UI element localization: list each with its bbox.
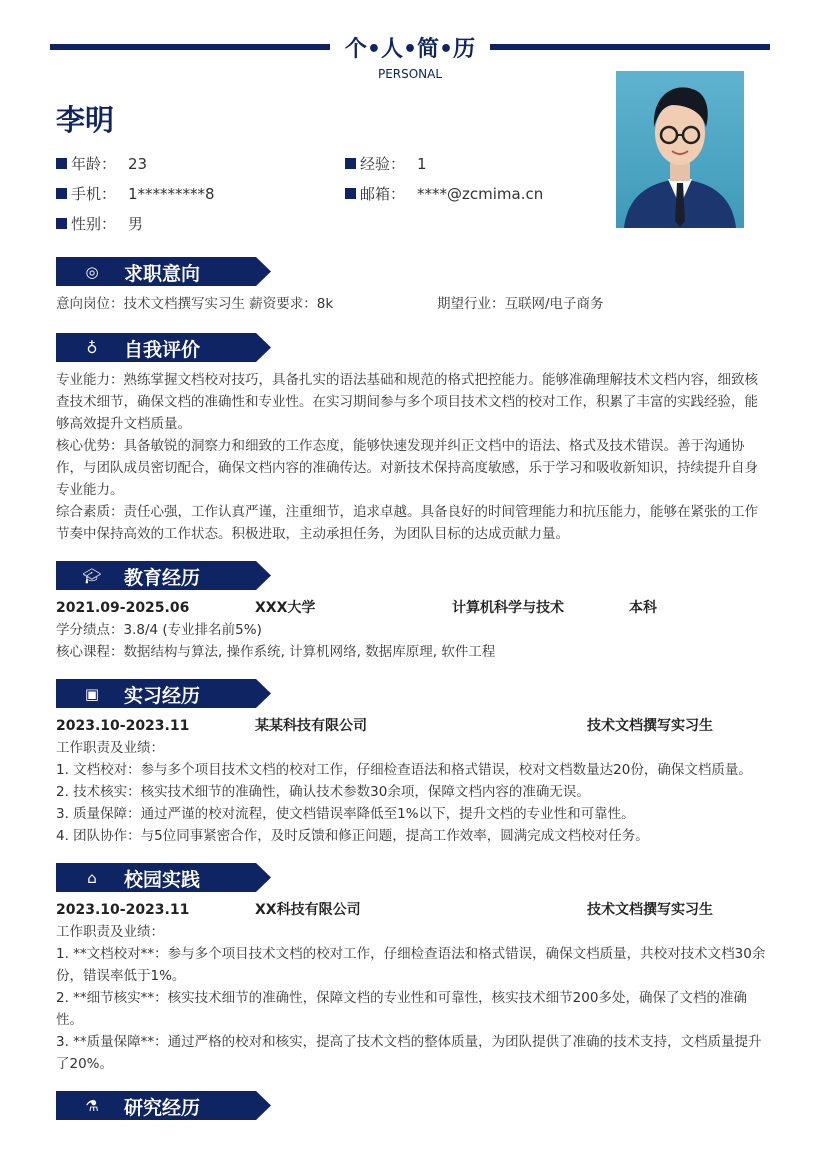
bulb-icon: ♁ (86, 339, 98, 357)
section-header-education (56, 561, 271, 590)
info-experience (345, 153, 427, 174)
info-value: 男 (128, 215, 144, 233)
bullet-square-icon (345, 188, 356, 199)
section-title: 自我评价 (124, 339, 201, 361)
graduation-cap-icon: 🎓︎ (82, 567, 102, 585)
intent-industry: 期望行业：互联网/电子商务 (437, 296, 604, 312)
info-label: 年龄： (71, 155, 117, 173)
intern-role: 技术文档撰写实习生 (587, 718, 713, 734)
page-subtitle: PERSONAL (377, 67, 443, 81)
candidate-name: 李明 (56, 103, 115, 137)
info-phone (56, 183, 215, 204)
campus-company: XX科技有限公司 (255, 902, 361, 918)
info-label: 手机： (71, 185, 117, 203)
intent-row (56, 293, 766, 315)
section-header-internship (56, 679, 271, 708)
info-age (56, 153, 147, 174)
campus-line: 工作职责及业绩： (56, 924, 164, 940)
intern-line: 2. 技术核实：核实技术细节的准确性，确认技术参数30余项，保障文档内容的准确无误。 (56, 784, 590, 800)
info-label: 经验： (360, 155, 406, 173)
profile-photo (616, 71, 744, 228)
campus-line: 3. **质量保障**：通过严格的校对和核实，提高了技术文档的整体质量，为团队提供了准确的技术支持，文档质量提升了20%。 (56, 1034, 762, 1072)
section-header-intent (56, 257, 271, 286)
edu-detail: 学分绩点：3.8/4 (专业排名前5%) (56, 622, 262, 638)
intern-company: 某某科技有限公司 (255, 718, 367, 734)
intent-position-salary: 意向岗位：技术文档撰写实习生 薪资要求：8k (56, 296, 334, 312)
section-title: 实习经历 (124, 685, 201, 707)
info-label: 性别： (71, 215, 117, 233)
info-value: 1 (417, 154, 427, 173)
campus-role: 技术文档撰写实习生 (587, 902, 713, 918)
flask-icon: ⚗ (85, 1097, 99, 1115)
bullet-square-icon (56, 218, 67, 229)
self-eval-paragraph: 综合素质：责任心强，工作认真严谨，注重细节，追求卓越。具备良好的时间管理能力和抗压能力，能够在紧张的工作节奏中保持高效的工作状态。积极进取，主动承担任务，为团队目标的达成贡献力量。 (56, 504, 758, 542)
briefcase-icon: ▣ (84, 685, 100, 703)
campus-row (56, 899, 766, 921)
campus-date: 2023.10-2023.11 (56, 902, 190, 918)
education-row (56, 597, 766, 619)
info-value: ****@zcmima.cn (417, 184, 544, 203)
section-header-self (56, 333, 271, 362)
info-email (345, 183, 543, 204)
resume-content (56, 257, 766, 1127)
page-title: 个•人•简•历 (344, 37, 476, 62)
edu-major: 计算机科学与技术 (452, 600, 564, 616)
section-title: 教育经历 (124, 567, 201, 589)
section-header-campus (56, 863, 271, 892)
intern-date: 2023.10-2023.11 (56, 718, 190, 734)
bullet-square-icon (56, 188, 67, 199)
self-eval-paragraph: 专业能力：熟练掌握文档校对技巧，具备扎实的语法基础和规范的格式把控能力。能够准确理解技术文档内容，细致核查技术细节，确保文档的准确性和专业性。在实习期间参与多个项目技术文档的校对工作，积累了丰富的实践经验，能够高效提升文档质量。 (56, 372, 758, 432)
campus-line: 1. **文档校对**：参与多个项目技术文档的校对工作，仔细检查语法和格式错误，确保文档质量，共校对技术文档30余份，错误率低于1%。 (56, 946, 766, 984)
target-icon: ◎ (85, 263, 99, 281)
intern-line: 4. 团队协作：与5位同事紧密合作，及时反馈和修正问题，提高工作效率，圆满完成文档校对任务。 (56, 828, 649, 844)
bullet-square-icon (345, 158, 356, 169)
edu-school: XXX大学 (255, 600, 316, 616)
intern-line: 工作职责及业绩： (56, 740, 164, 756)
campus-line: 2. **细节核实**：核实技术细节的准确性，保障文档的专业性和可靠性，核实技术细节200多处，确保了文档的准确性。 (56, 990, 747, 1028)
info-gender (56, 213, 143, 234)
section-header-research (56, 1091, 271, 1120)
edu-degree: 本科 (629, 600, 657, 616)
info-value: 1*********8 (128, 184, 215, 203)
intern-line: 1. 文档校对：参与多个项目技术文档的校对工作，仔细检查语法和格式错误，校对文档数量达20份，确保文档质量。 (56, 762, 752, 778)
edu-detail: 核心课程：数据结构与算法, 操作系统, 计算机网络, 数据库原理, 软件工程 (56, 644, 496, 660)
info-label: 邮箱： (360, 185, 406, 203)
section-title: 求职意向 (124, 263, 201, 285)
building-icon: ⌂ (87, 869, 97, 887)
edu-date: 2021.09-2025.06 (56, 600, 190, 616)
bullet-square-icon (56, 158, 67, 169)
section-title: 研究经历 (124, 1097, 201, 1119)
info-value: 23 (128, 154, 148, 173)
section-title: 校园实践 (124, 869, 201, 891)
intern-line: 3. 质量保障：通过严谨的校对流程，使文档错误率降低至1%以下，提升文档的专业性和可靠性。 (56, 806, 635, 822)
internship-row (56, 715, 766, 737)
self-eval-paragraph: 核心优势：具备敏锐的洞察力和细致的工作态度，能够快速发现并纠正文档中的语法、格式及技术错误。善于沟通协作，与团队成员密切配合，确保文档内容的准确传达。对新技术保持高度敏感，乐于学习和吸收新知识，持续提升自身专业能力。 (56, 438, 758, 498)
